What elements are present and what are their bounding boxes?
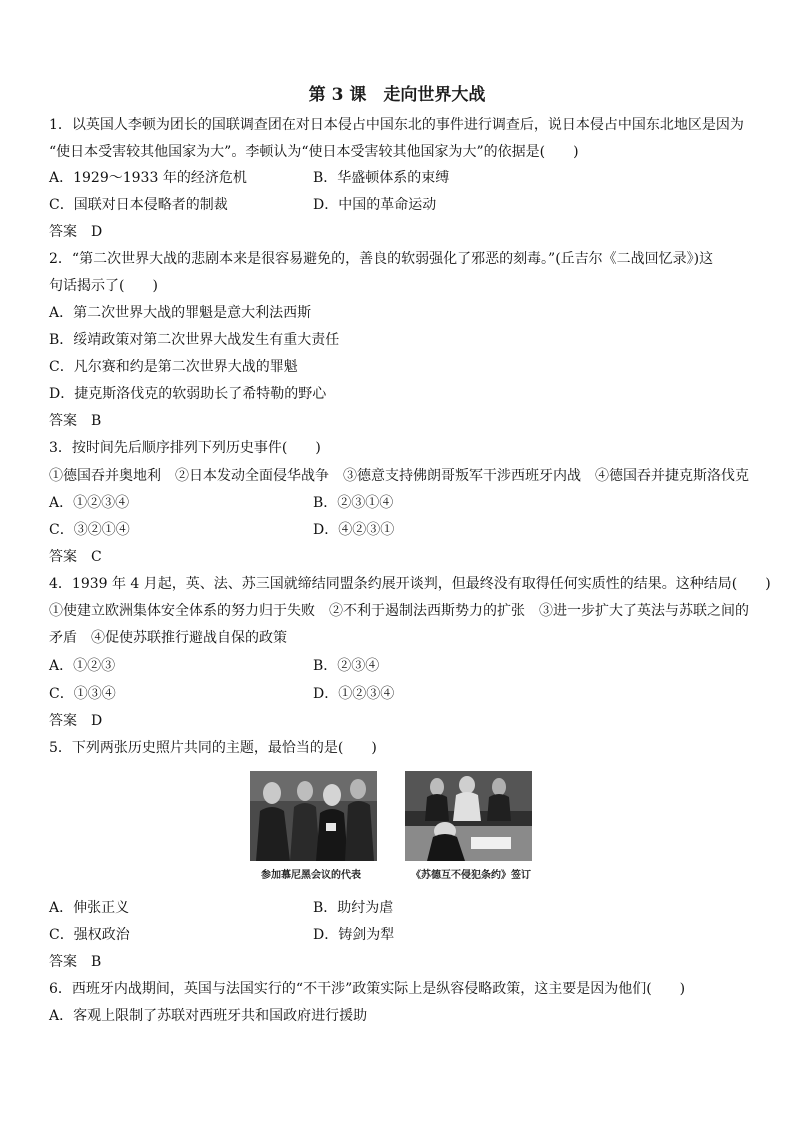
q3-option-c: C．③②①④ [49,522,130,538]
q5-option-a: A．伸张正义 [49,900,130,916]
munich-photo-caption: 参加慕尼黑会议的代表 [261,870,361,881]
q3-option-b: B．②③①④ [313,495,394,511]
q1-option-d: D．中国的革命运动 [313,197,437,213]
q3-option-a: A．①②③④ [49,495,130,511]
q2-option-a: A．第二次世界大战的罪魁是意大利法西斯 [49,305,312,321]
q6-stem-line1: 6．西班牙内战期间，英国与法国实行的“不干涉”政策实际上是纵容侵略政策，这主要是因为他们( ) [49,981,686,997]
q2-option-d: D．捷克斯洛伐克的软弱助长了希特勒的野心 [49,386,327,402]
q4-stem-line2: ①使建立欧洲集体安全体系的努力归于失败 ②不利于遏制法西斯势力的扩张 ③进一步扩大了英法与苏联之间的 [49,603,749,619]
munich-conference-photo [250,771,377,861]
q1-stem-line2: “使日本受害较其他国家为大”。李顿认为“使日本受害较其他国家为大”的依据是( ) [49,144,579,160]
q4-stem-line3: 矛盾 ④促使苏联推行避战自保的政策 [49,630,287,646]
q2-option-c: C．凡尔赛和约是第二次世界大战的罪魁 [49,359,298,375]
q1-option-b: B．华盛顿体系的束缚 [313,170,450,186]
q3-stem-line2: ①德国吞并奥地利 ②日本发动全面侵华战争 ③德意支持佛朗哥叛军干涉西班牙内战 ④德国吞并捷克斯洛伐克 [49,468,749,484]
q5-stem-line1: 5．下列两张历史照片共同的主题，最恰当的是( ) [49,740,377,756]
q5-option-c: C．强权政治 [49,927,130,943]
q2-stem-line2: 句话揭示了( ) [49,278,158,294]
q2-answer: 答案 B [49,413,102,429]
q3-stem-line1: 3．按时间先后顺序排列下列历史事件( ) [49,440,321,456]
q2-stem-line1: 2．“第二次世界大战的悲剧本来是很容易避免的，善良的软弱强化了邪恶的刻毒。”(丘吉尔《二战回忆录》)这 [49,251,714,267]
q4-option-a: A．①②③ [49,658,116,674]
q4-option-c: C．①③④ [49,686,116,702]
soviet-german-pact-signing-photo [405,771,532,861]
page-title: 第 3 课 走向世界大战 [308,85,486,105]
q1-option-a: A．1929～1933 年的经济危机 [49,170,247,186]
q1-option-c: C．国联对日本侵略者的制裁 [49,197,228,213]
q2-option-b: B．绥靖政策对第二次世界大战发生有重大责任 [49,332,340,348]
q4-option-d: D．①②③④ [313,686,395,702]
q1-answer: 答案 D [49,224,103,240]
q4-option-b: B．②③④ [313,658,380,674]
q4-answer: 答案 D [49,713,103,729]
q5-option-b: B．助纣为虐 [313,900,394,916]
q1-stem-line1: 1．以英国人李顿为团长的国联调查团在对日本侵占中国东北的事件进行调查后，说日本侵占中国东北地区是因为 [49,117,744,133]
q5-option-d: D．铸剑为犁 [313,927,395,943]
q3-option-d: D．④②③① [313,522,395,538]
q6-option-a: A．客观上限制了苏联对西班牙共和国政府进行援助 [49,1008,368,1024]
q5-answer: 答案 B [49,954,102,970]
q4-stem-line1: 4．1939 年 4 月起，英、法、苏三国就缔结同盟条约展开谈判，但最终没有取得任何实质性的结果。这种结局( ) [49,576,771,592]
pact-photo-caption: 《苏德互不侵犯条约》签订 [411,870,531,881]
q3-answer: 答案 C [49,549,102,565]
